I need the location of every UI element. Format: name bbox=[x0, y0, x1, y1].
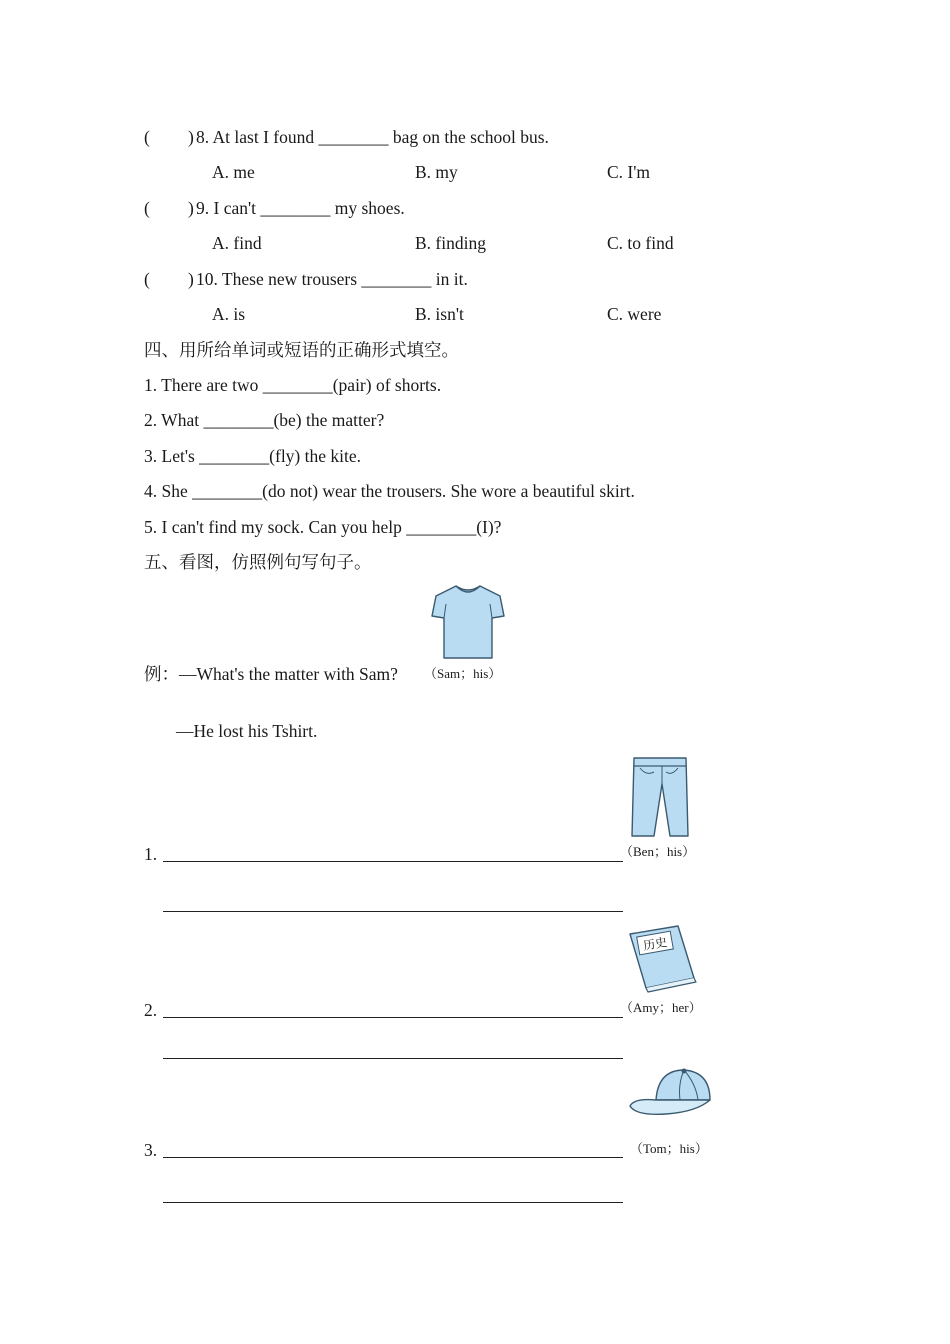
answer-1-hint: （Ben；his） bbox=[620, 844, 696, 859]
q8-option-a: A. me bbox=[212, 162, 255, 182]
answer-3-line-1[interactable] bbox=[163, 1139, 623, 1158]
q8-option-b: B. my bbox=[415, 162, 458, 182]
tshirt-icon bbox=[430, 582, 506, 662]
q9-option-b: B. finding bbox=[415, 233, 486, 253]
answer-1-line-1[interactable] bbox=[163, 843, 623, 862]
q10-option-a: A. is bbox=[212, 304, 246, 324]
q10-text: 10. These new trousers ________ in it. bbox=[196, 269, 468, 289]
example-question: 例：—What's the matter with Sam? bbox=[144, 664, 398, 684]
trousers-icon bbox=[626, 754, 692, 840]
q9-paren-open: ( bbox=[144, 198, 150, 218]
answer-1-line-2[interactable] bbox=[163, 893, 623, 912]
answer-2-line-2[interactable] bbox=[163, 1040, 623, 1059]
q10-option-c: C. were bbox=[607, 304, 662, 324]
answer-3-line-2[interactable] bbox=[163, 1184, 623, 1203]
answer-3-hint: （Tom；his） bbox=[630, 1141, 708, 1156]
q10-paren-open: ( bbox=[144, 269, 150, 289]
part4-item-3: 3. Let's ________(fly) the kite. bbox=[144, 446, 361, 466]
q9-option-a: A. find bbox=[212, 233, 262, 253]
q8-text: 8. At last I found ________ bag on the school bus. bbox=[196, 127, 549, 147]
example-answer: —He lost his Tshirt. bbox=[176, 721, 318, 741]
part4-item-5: 5. I can't find my sock. Can you help ________(I)? bbox=[144, 517, 502, 537]
q9-option-c: C. to find bbox=[607, 233, 674, 253]
q8-paren-close: ) bbox=[188, 127, 194, 147]
part4-item-1: 1. There are two ________(pair) of shorts. bbox=[144, 375, 442, 395]
history-book-icon bbox=[626, 924, 698, 994]
part4-item-2: 2. What ________(be) the matter? bbox=[144, 410, 385, 430]
answer-1-number: 1. bbox=[144, 844, 158, 864]
book-label: 历史 bbox=[642, 935, 669, 953]
part4-item-4: 4. She ________(do not) wear the trousers. She wore a beautiful skirt. bbox=[144, 481, 635, 501]
part4-heading: 四、用所给单词或短语的正确形式填空。 bbox=[144, 340, 459, 360]
q9-text: 9. I can't ________ my shoes. bbox=[196, 198, 405, 218]
cap-icon bbox=[626, 1066, 714, 1122]
answer-2-hint: （Amy；her） bbox=[620, 1000, 702, 1015]
q10-option-b: B. isn't bbox=[415, 304, 464, 324]
q8-option-c: C. I'm bbox=[607, 162, 651, 182]
q8-paren-open: ( bbox=[144, 127, 150, 147]
q10-paren-close: ) bbox=[188, 269, 194, 289]
part5-heading: 五、看图，仿照例句写句子。 bbox=[144, 552, 372, 572]
answer-2-line-1[interactable] bbox=[163, 999, 623, 1018]
q9-paren-close: ) bbox=[188, 198, 194, 218]
example-hint: （Sam；his） bbox=[424, 666, 502, 681]
answer-3-number: 3. bbox=[144, 1140, 158, 1160]
answer-2-number: 2. bbox=[144, 1000, 158, 1020]
